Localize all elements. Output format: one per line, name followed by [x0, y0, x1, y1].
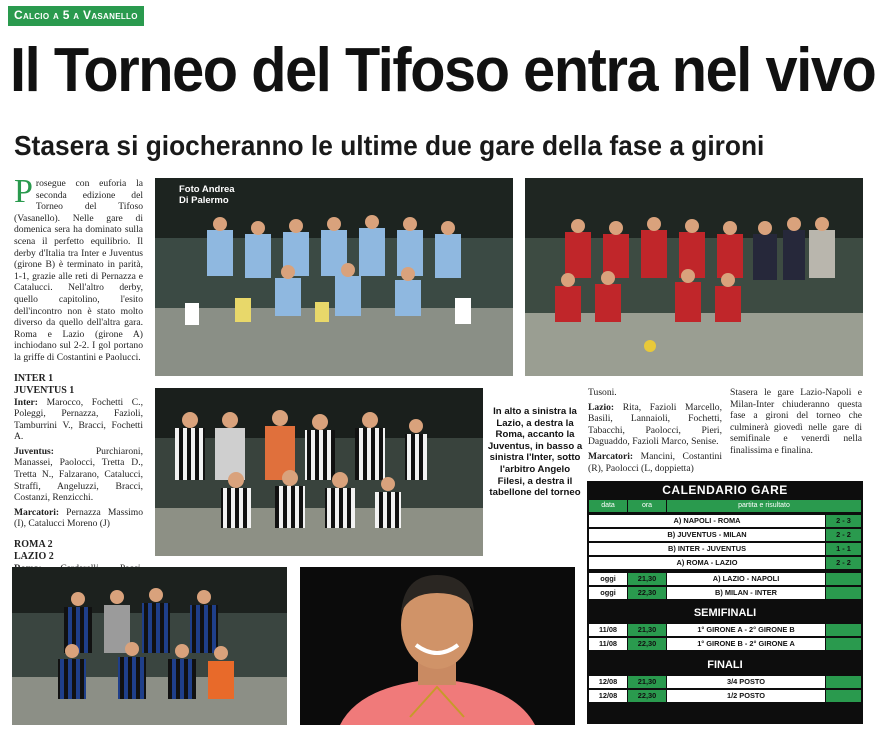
calendar-header-row [587, 499, 863, 512]
table-row [587, 637, 863, 650]
article-column-3 [730, 387, 862, 460]
match-label: 1° GIRONE A - 2° GIRONE B [667, 624, 825, 636]
match-date: 12/08 [589, 676, 627, 688]
match-score-empty [826, 676, 861, 688]
table-row [587, 623, 863, 636]
match-label: A) NAPOLI - ROMA [589, 515, 825, 527]
match-time: 21,30 [628, 624, 666, 636]
lazio-team-image [155, 178, 513, 376]
closing-paragraph: Stasera le gare Lazio-Napoli e Milan-Inter chiuderanno questa fase a gironi del torneo che culminerà giovedì nelle gare di semifinale e venerdì nella finalissima e finalina. [730, 387, 862, 456]
juventus-lineup: Juventus: Purchiaroni, Manassei, Paolocci, Tretta D., Tretta N., Falzarano, Catalucci, Straffi, Angeluzzi, Bracci, Costanzi, Renzicchi. [14, 445, 143, 504]
match-label: A) ROMA - LAZIO [589, 557, 825, 569]
table-row [587, 572, 863, 585]
match-score-empty [826, 587, 861, 599]
match-score: 1 - 1 [826, 543, 861, 555]
inter-team-image [12, 567, 287, 725]
table-row [587, 689, 863, 702]
table-row [587, 675, 863, 688]
article-intro: Prosegue con euforia la seconda edizione del Torneo del Tifoso (Vasanello). Nelle gare di domenica sera ha dominato sulla scena il perfetto equilibrio. Il derby d'Italia tra Inter e Juventus (girone B) è terminato in parità, 1-1, grazie alle reti di Pernazza e Catalucci. Nell'altro derby, quello capitolino, l'esito dell'incontro non è stato molto diverso da quello dell'altra gara. Roma e Lazio (girone A) inchiodano sul 2-2. I gol portano la griffe di Costantini e Paolucci. [14, 173, 143, 363]
table-row [587, 542, 863, 555]
subheadline: Stasera si giocheranno le ultime due gare della fase a gironi [14, 130, 765, 161]
match-score: 2 - 2 [826, 557, 861, 569]
referee-image [300, 567, 575, 725]
match-label: 1/2 POSTO [667, 690, 825, 702]
match-date: oggi [589, 573, 627, 585]
calendar-title: CALENDARIO GARE [662, 483, 788, 497]
match-date: 11/08 [589, 624, 627, 636]
match-score: 2 - 2 [826, 529, 861, 541]
article-column-1 [14, 173, 143, 624]
match-1-score: INTER 1 JUVENTUS 1 [14, 372, 75, 396]
header-match: partita e risultato [667, 500, 861, 512]
semifinals-title: SEMIFINALI [693, 607, 757, 619]
table-row [587, 586, 863, 599]
match-time: 22,30 [628, 690, 666, 702]
match-label: B) JUVENTUS - MILAN [589, 529, 825, 541]
photo-caption: In alto a sinistra la Lazio, a destra la Roma, accanto la Juventus, in basso a sinistra l'Inter, sotto l'arbitro Angelo Filesi, a destra il tabellone del torneo [487, 406, 583, 499]
match-score: 2 - 3 [826, 515, 861, 527]
photo-inter-team [12, 567, 287, 725]
photo-referee [300, 567, 575, 725]
header-time: ora [628, 500, 666, 512]
photo-roma-team [525, 178, 863, 376]
match-label: B) INTER - JUVENTUS [589, 543, 825, 555]
drop-cap: P [14, 173, 33, 210]
roma-lineup-end: Tusoni. [588, 387, 617, 398]
lazio-lineup: Lazio: Rita, Fazioli Marcello, Basili, Lannaioli, Fochetti, Tabacchi, Paolocci, Pieri, Daguaddo, Fazioli Marco, Senise. [588, 401, 722, 448]
match-label: 1° GIRONE B - 2° GIRONE A [667, 638, 825, 650]
match-date: 12/08 [589, 690, 627, 702]
article-column-2 [588, 387, 722, 477]
finals-title: FINALI [707, 659, 743, 671]
header-date: data [589, 500, 627, 512]
match-date: oggi [589, 587, 627, 599]
photo-lazio-team [155, 178, 513, 376]
photo-juventus-team [155, 388, 483, 556]
table-row [587, 528, 863, 541]
match-2-scorers: Marcatori: Mancini, Costantini (R), Paolocci (L, doppietta) [588, 450, 722, 474]
match-score-empty [826, 638, 861, 650]
photo-credit: Foto Andrea Di Palermo [179, 184, 235, 206]
roma-team-image [525, 178, 863, 376]
match-time: 22,30 [628, 638, 666, 650]
match-time: 22,30 [628, 587, 666, 599]
match-score-empty [826, 573, 861, 585]
inter-lineup: Inter: Marocco, Fochetti C., Poleggi, Pernazza, Fazioli, Tamburrini V., Bracci, Fochetti A. [14, 396, 143, 443]
match-time: 21,30 [628, 676, 666, 688]
match-score-empty [826, 624, 861, 636]
match-time: 21,30 [628, 573, 666, 585]
match-label: B) MILAN - INTER [667, 587, 825, 599]
match-label: 3/4 POSTO [667, 676, 825, 688]
section-kicker: Calcio a 5 a Vasanello [8, 6, 144, 26]
match-label: A) LAZIO - NAPOLI [667, 573, 825, 585]
headline: Il Torneo del Tifoso entra nel vivo [10, 36, 875, 105]
match-score-empty [826, 690, 861, 702]
match-date: 11/08 [589, 638, 627, 650]
calendar-table [587, 481, 863, 724]
table-row [587, 556, 863, 569]
match-2-score: ROMA 2 LAZIO 2 [14, 539, 54, 563]
juventus-team-image [155, 388, 483, 556]
table-row [587, 514, 863, 527]
match-1-scorers: Marcatori: Pernazza Massimo (I), Catalucci Moreno (J) [14, 506, 143, 530]
